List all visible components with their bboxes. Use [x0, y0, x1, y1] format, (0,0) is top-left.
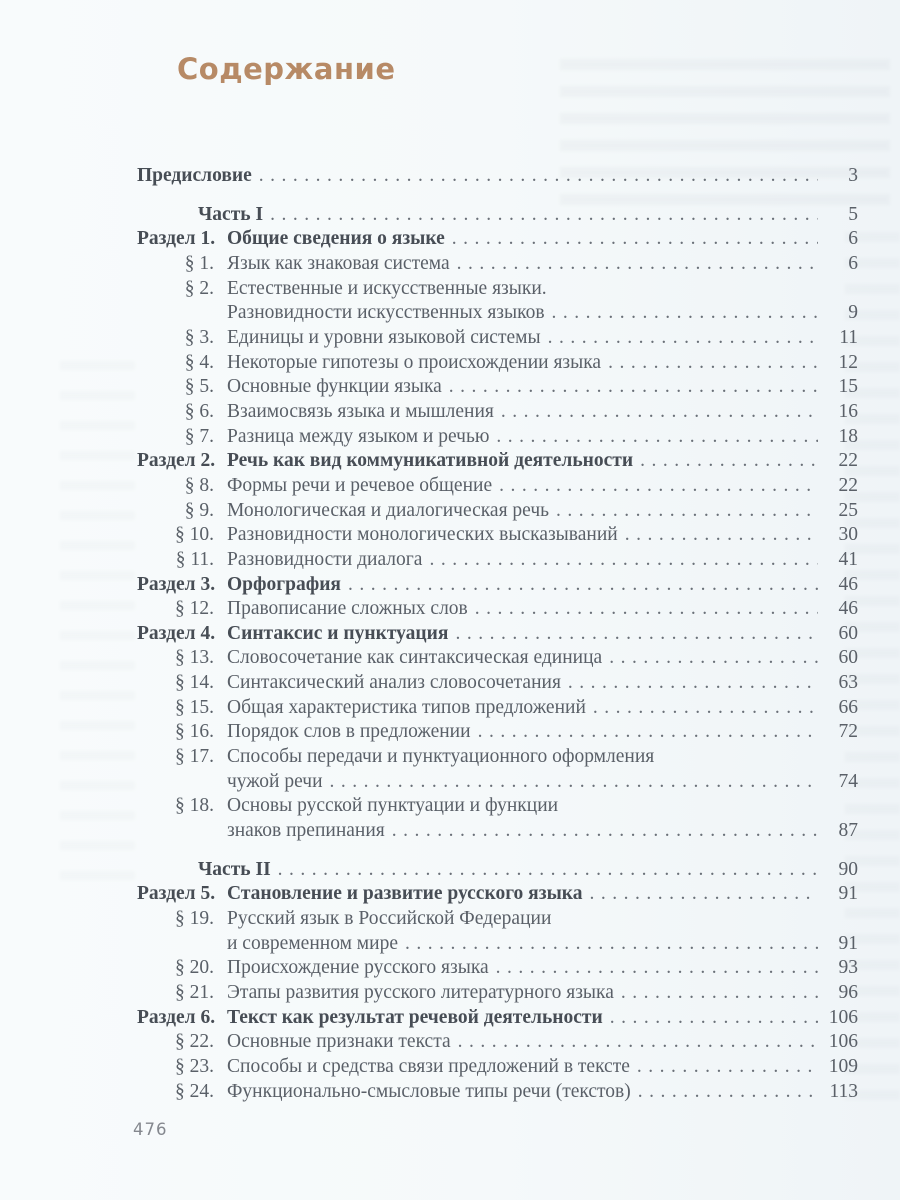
toc-entry-title: Синтаксический анализ словосочетания — [227, 672, 561, 694]
toc-page-number: 5 — [848, 203, 858, 225]
toc-entry-number: Раздел 2. — [137, 450, 216, 472]
dot-leader — [475, 597, 818, 622]
dot-leader — [478, 720, 818, 745]
toc-entry-title: Язык как знаковая система — [227, 252, 450, 274]
toc-entry-title: Разница между языком и речью — [227, 425, 490, 447]
toc-entry-number: § 2. — [184, 277, 214, 299]
dot-leader — [458, 1030, 818, 1055]
toc-entry-title: Способы и средства связи предложений в тексте — [227, 1055, 630, 1077]
toc-page-number: 63 — [838, 672, 858, 694]
toc-row — [137, 819, 858, 844]
dot-leader — [270, 203, 818, 228]
toc-row — [137, 794, 858, 819]
toc-entry-number: § 13. — [175, 647, 214, 669]
toc-entry-title: Правописание сложных слов — [227, 598, 468, 620]
dot-leader — [608, 351, 818, 376]
dot-leader — [449, 375, 818, 400]
dot-leader — [259, 164, 818, 189]
toc-entry-title: Часть II — [198, 858, 271, 880]
dot-leader — [593, 696, 818, 721]
dot-leader — [348, 573, 818, 598]
toc-page-number: 30 — [838, 524, 858, 546]
toc-entry-title: Общая характеристика типов предложений — [227, 696, 586, 718]
toc-entry-title: и современном мире — [227, 932, 398, 954]
toc-row — [137, 252, 858, 277]
toc-page-number: 11 — [839, 326, 858, 348]
toc-entry-title: Порядок слов в предложении — [227, 721, 471, 743]
toc-row — [137, 1080, 858, 1105]
toc-entry-title: знаков препинания — [227, 820, 385, 842]
toc-page-number: 113 — [829, 1080, 858, 1102]
toc-entry-title: Речь как вид коммуникативной деятельности — [227, 450, 634, 472]
toc-row — [137, 696, 858, 721]
toc-gap — [137, 844, 858, 858]
toc-entry-title: Единицы и уровни языковой системы — [227, 326, 541, 348]
toc-row — [137, 720, 858, 745]
toc-row — [137, 277, 858, 302]
toc-entry-number: § 19. — [175, 908, 214, 930]
toc-entry-number: § 22. — [175, 1031, 214, 1053]
toc-row — [137, 164, 858, 189]
toc-entry-number: Раздел 6. — [137, 1006, 216, 1028]
dot-leader — [556, 499, 818, 524]
dot-leader — [590, 882, 819, 907]
dot-leader — [452, 227, 818, 252]
toc-entry-number: § 11. — [175, 548, 214, 570]
toc-entry-title: Способы передачи и пунктуационного оформления — [227, 746, 655, 768]
toc-entry-title: Взаимосвязь языка и мышления — [227, 400, 494, 422]
toc-entry-number: Раздел 1. — [137, 228, 216, 250]
toc-entry-number: § 12. — [175, 598, 214, 620]
toc-page-number: 16 — [838, 400, 858, 422]
toc-row — [137, 400, 858, 425]
toc-row — [137, 523, 858, 548]
toc-entry-title: Естественные и искусственные языки. — [227, 277, 547, 299]
toc-entry-title: Этапы развития русского литературного языка — [227, 982, 614, 1003]
dot-leader — [457, 252, 818, 277]
footer-page-number: 476 — [133, 1120, 168, 1139]
toc-row — [137, 671, 858, 696]
toc-page-number: 91 — [838, 932, 858, 954]
toc-gap — [137, 189, 858, 203]
dot-leader — [405, 932, 818, 957]
toc-row — [137, 597, 858, 622]
toc-row — [137, 548, 858, 573]
toc-entry-number: § 14. — [175, 672, 214, 694]
dot-leader — [609, 646, 818, 671]
toc-row — [137, 425, 858, 450]
toc-entry-number: § 18. — [175, 795, 214, 817]
toc-entry-number: Раздел 3. — [137, 573, 216, 595]
toc-row — [137, 932, 858, 957]
toc-entry-title: Функционально-смысловые типы речи (текстов) — [227, 1080, 631, 1102]
toc-entry-title: Часть I — [198, 203, 264, 225]
toc-entry-number: § 15. — [175, 696, 214, 718]
toc-page-number: 9 — [848, 302, 858, 324]
toc-entry-title: Монологическая и диалогическая речь — [227, 499, 550, 521]
toc-row — [137, 907, 858, 932]
toc-page-number: 12 — [838, 351, 858, 373]
toc-entry-number: § 8. — [184, 474, 214, 496]
dot-leader — [429, 548, 818, 573]
toc-row — [137, 203, 858, 228]
toc-page-number: 90 — [838, 858, 858, 880]
toc-page-number: 18 — [838, 425, 858, 447]
toc-entry-number: § 23. — [175, 1055, 214, 1077]
toc-entry-number: § 17. — [175, 746, 214, 768]
toc-page-number: 87 — [838, 820, 858, 842]
toc-entry-title: Разновидности монологических высказываний — [227, 524, 618, 546]
toc-page-number: 6 — [848, 228, 858, 250]
toc-page-number: 22 — [838, 450, 858, 472]
toc-entry-title: Орфография — [227, 573, 341, 595]
toc-page-number: 6 — [848, 252, 858, 274]
toc-entry-number: § 16. — [175, 721, 214, 743]
toc-entry-number: Раздел 4. — [137, 622, 216, 644]
toc-row — [137, 474, 858, 499]
toc-entry-number: § 1. — [184, 252, 214, 274]
dot-leader — [640, 449, 818, 474]
dot-leader — [552, 301, 818, 326]
toc-entry-number: § 10. — [175, 524, 214, 546]
toc-entry-number: § 3. — [184, 326, 214, 348]
toc-page-number: 60 — [838, 647, 858, 669]
dot-leader — [330, 770, 818, 795]
toc-page-number: 46 — [838, 598, 858, 620]
toc-page-number: 106 — [828, 1031, 858, 1053]
toc-entry-title: Некоторые гипотезы о происхождении языка — [227, 351, 602, 373]
toc-row — [137, 1055, 858, 1080]
toc-page-number: 3 — [848, 165, 858, 186]
toc-page-number: 46 — [838, 573, 858, 595]
toc-row — [137, 449, 858, 474]
toc-entry-title: Русский язык в Российской Федерации — [227, 908, 552, 930]
dot-leader — [496, 425, 818, 450]
toc-entry-title: Общие сведения о языке — [227, 228, 445, 250]
toc-row — [137, 326, 858, 351]
toc-row — [137, 646, 858, 671]
toc-entry-title: Разновидности диалога — [227, 548, 423, 570]
toc-entry-number: § 5. — [184, 376, 214, 398]
toc-row — [137, 375, 858, 400]
toc-entry-number: § 20. — [175, 957, 214, 979]
toc-row — [137, 573, 858, 598]
toc-row — [137, 981, 858, 1006]
toc-page-number: 93 — [838, 957, 858, 979]
dot-leader — [501, 400, 818, 425]
toc-row — [137, 770, 858, 795]
dot-leader — [392, 819, 818, 844]
toc-row — [137, 858, 858, 883]
toc-entry-number: § 7. — [184, 425, 214, 447]
toc-row — [137, 301, 858, 326]
toc-row — [137, 227, 858, 252]
toc-page-number: 106 — [828, 1006, 858, 1028]
dot-leader — [496, 956, 818, 981]
dot-leader — [625, 523, 818, 548]
toc-page-number: 66 — [838, 696, 858, 718]
toc-page-number: 91 — [838, 883, 858, 905]
toc-row — [137, 745, 858, 770]
toc-entry-title: Формы речи и речевое общение — [227, 474, 493, 496]
toc-page-number: 96 — [838, 982, 858, 1003]
toc-entry-number: § 6. — [184, 400, 214, 422]
toc-entry-title: Синтаксис и пунктуация — [227, 622, 449, 644]
toc-page-number: 72 — [838, 721, 858, 743]
toc-entry-title: Текст как результат речевой деятельности — [227, 1006, 603, 1028]
dot-leader — [621, 981, 818, 1006]
dot-leader — [499, 474, 818, 499]
toc-page-number: 15 — [838, 376, 858, 398]
toc-row — [137, 622, 858, 647]
toc-entry-number: § 9. — [184, 499, 214, 521]
toc-entry-title: чужой речи — [227, 770, 323, 792]
toc-entry-title: Предисловие — [137, 165, 252, 186]
toc-entry-title: Основные признаки текста — [227, 1031, 451, 1053]
toc-page-number: 109 — [828, 1055, 858, 1077]
toc-entry-number: § 24. — [175, 1080, 214, 1102]
toc-row — [137, 499, 858, 524]
toc-row — [137, 956, 858, 981]
toc-entry-number: § 4. — [184, 351, 214, 373]
toc-row — [137, 1030, 858, 1055]
toc-page-number: 22 — [838, 474, 858, 496]
toc-row — [137, 882, 858, 907]
dot-leader — [637, 1055, 818, 1080]
toc-page-number: 25 — [838, 499, 858, 521]
toc-entry-number: Раздел 5. — [137, 883, 216, 905]
toc-page-number: 74 — [838, 770, 858, 792]
toc-entry-title: Словосочетание как синтаксическая единица — [227, 647, 603, 669]
dot-leader — [278, 858, 818, 883]
dot-leader — [455, 622, 818, 647]
toc-entry-number: § 21. — [175, 982, 214, 1003]
toc-entry-title: Разновидности искусственных языков — [227, 302, 545, 324]
toc-entry-title: Происхождение русского языка — [227, 957, 489, 979]
toc-entry-title: Основы русской пунктуации и функции — [227, 795, 559, 817]
page-bleed-through — [60, 360, 135, 880]
page-title: Содержание — [177, 52, 396, 86]
toc-entry-title: Основные функции языка — [227, 376, 442, 398]
toc-page-number: 60 — [838, 622, 858, 644]
toc-row — [137, 1006, 858, 1031]
toc-list — [137, 164, 858, 1104]
dot-leader — [548, 326, 818, 351]
dot-leader — [638, 1080, 818, 1105]
toc-page-number: 41 — [838, 548, 858, 570]
dot-leader — [568, 671, 818, 696]
toc-entry-title: Становление и развитие русского языка — [227, 883, 583, 905]
toc-row — [137, 351, 858, 376]
dot-leader — [610, 1006, 818, 1031]
